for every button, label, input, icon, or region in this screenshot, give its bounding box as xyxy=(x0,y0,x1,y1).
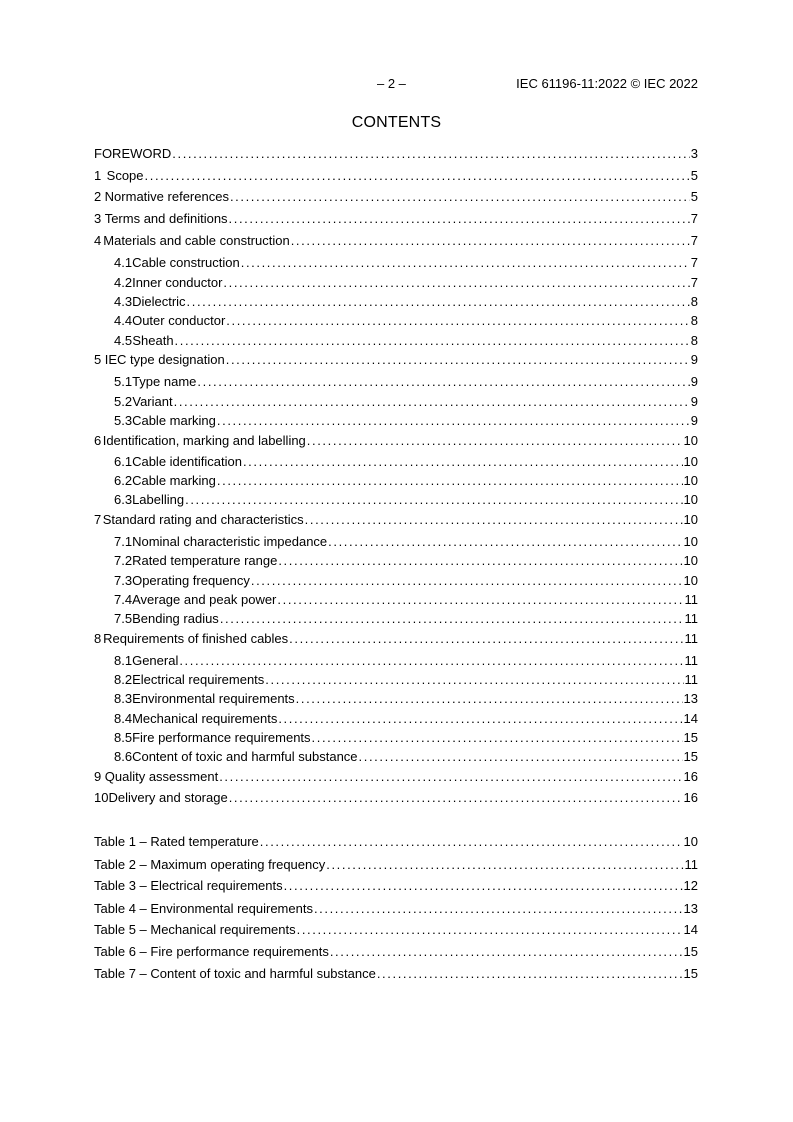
toc-entry-page: 10 xyxy=(683,534,698,549)
toc-entry[interactable] xyxy=(94,145,698,163)
toc-entry-title: Inner conductor xyxy=(132,275,223,290)
toc-entry-page: 15 xyxy=(683,966,698,981)
toc-entry-title: Table 5 – Mechanical requirements xyxy=(94,922,296,937)
toc-entry-title: Cable marking xyxy=(132,473,216,488)
toc-entry-number: 4.2 xyxy=(114,275,133,290)
toc-entry-number: 8.3 xyxy=(114,691,133,706)
toc-entry[interactable] xyxy=(94,188,698,206)
dot-leader xyxy=(312,729,683,747)
toc-entry-number: 4 xyxy=(94,233,102,248)
toc-entry[interactable] xyxy=(114,393,698,411)
dot-leader xyxy=(179,652,683,670)
dot-leader xyxy=(377,965,683,983)
toc-entry-title: Rated temperature range xyxy=(132,553,278,568)
toc-entry[interactable] xyxy=(114,729,698,747)
toc-entry[interactable] xyxy=(114,552,698,570)
toc-entry-number: 5.3 xyxy=(114,413,133,428)
toc-entry-page: 10 xyxy=(683,492,698,507)
page-title: CONTENTS xyxy=(351,114,442,131)
toc-entry-title: Type name xyxy=(132,374,197,389)
toc-entry-title: Labelling xyxy=(132,492,185,507)
toc-entry-number: 7 xyxy=(94,512,102,527)
toc-entry-page: 7 xyxy=(690,233,698,248)
toc-entry-title: Electrical requirements xyxy=(132,672,265,687)
dot-leader xyxy=(284,877,683,895)
toc-entry-page: 14 xyxy=(683,922,698,937)
toc-entry-page: 5 xyxy=(690,189,698,204)
dot-leader xyxy=(197,373,689,391)
toc-entry-page: 7 xyxy=(690,211,698,226)
dot-leader xyxy=(278,552,682,570)
toc-entry-title: Nominal characteristic impedance xyxy=(132,534,328,549)
toc-entry-page: 10 xyxy=(683,834,698,849)
toc-entry-page: 10 xyxy=(683,553,698,568)
toc-entry-title: Table 2 – Maximum operating frequency xyxy=(94,857,326,872)
toc-entry[interactable] xyxy=(94,432,698,450)
dot-leader xyxy=(326,856,683,874)
toc-entry-title: Cable construction xyxy=(132,255,240,270)
dot-leader xyxy=(265,671,683,689)
toc-entry-title: Standard rating and characteristics xyxy=(102,512,304,527)
toc-entry[interactable] xyxy=(114,293,698,311)
toc-entry-title: Sheath xyxy=(132,333,174,348)
dot-leader xyxy=(229,210,690,228)
toc-entry-number: 8 xyxy=(94,631,102,646)
toc-entry[interactable] xyxy=(114,453,698,471)
toc-entry-number: 7.4 xyxy=(114,592,133,607)
toc-entry-page: 5 xyxy=(690,168,698,183)
toc-entry-title: Content of toxic and harmful substance xyxy=(132,749,358,764)
toc-entry[interactable] xyxy=(114,312,698,330)
toc-entry-number: 6.1 xyxy=(114,454,133,469)
toc-entry-title: Scope xyxy=(106,168,144,183)
dot-leader xyxy=(217,412,690,430)
toc-entry[interactable] xyxy=(114,491,698,509)
toc-entry-page: 13 xyxy=(683,901,698,916)
toc-entry-title: Table 6 – Fire performance requirements xyxy=(94,944,329,959)
toc-entry[interactable] xyxy=(114,254,698,272)
dot-leader xyxy=(223,274,689,292)
toc-entry-title: Table 1 – Rated temperature xyxy=(94,834,259,849)
toc-entry-title: Environmental requirements xyxy=(132,691,295,706)
toc-entry-title: Dielectric xyxy=(132,294,186,309)
toc-entry-page: 10 xyxy=(683,512,698,527)
toc-entry-number: 4.5 xyxy=(114,333,133,348)
toc-entry-title: General xyxy=(132,653,179,668)
dot-leader xyxy=(260,833,683,851)
dot-leader xyxy=(289,630,683,648)
toc-entry-number: 8.2 xyxy=(114,672,133,687)
toc-entry-page: 7 xyxy=(690,275,698,290)
toc-entry[interactable] xyxy=(114,591,698,609)
dot-leader xyxy=(230,188,690,206)
toc-entry-title: Table 3 – Electrical requirements xyxy=(94,878,283,893)
toc-entry-number: 8.4 xyxy=(114,711,133,726)
dot-leader xyxy=(229,789,683,807)
dot-leader xyxy=(330,943,683,961)
toc-entry-page: 15 xyxy=(683,944,698,959)
toc-entry-page: 11 xyxy=(684,653,698,668)
toc-entry-title: IEC type designation xyxy=(104,352,225,367)
toc-entry[interactable] xyxy=(94,511,698,529)
dot-leader xyxy=(291,232,690,250)
toc-entry-title: Materials and cable construction xyxy=(103,233,290,248)
toc-entry-page: 8 xyxy=(690,294,698,309)
toc-entry[interactable] xyxy=(114,274,698,292)
toc-entry-title: Fire performance requirements xyxy=(132,730,311,745)
toc-entry-number: 1 xyxy=(94,168,102,183)
toc-entry-number: 4.1 xyxy=(114,255,133,270)
toc-entry-page: 14 xyxy=(683,711,698,726)
toc-entry-title: Normative references xyxy=(104,189,229,204)
toc-entry-page: 8 xyxy=(690,333,698,348)
toc-entry-number: 4.3 xyxy=(114,294,133,309)
toc-entry[interactable] xyxy=(94,768,698,786)
toc-entry-title: FOREWORD xyxy=(94,146,172,161)
toc-table-entry[interactable] xyxy=(94,921,698,939)
dot-leader xyxy=(277,591,683,609)
toc-table-entry[interactable] xyxy=(94,856,698,874)
toc-entry-number: 7.5 xyxy=(114,611,133,626)
toc-entry-page: 12 xyxy=(683,878,698,893)
toc-entry-page: 11 xyxy=(684,672,698,687)
toc-entry-page: 9 xyxy=(690,352,698,367)
toc-entry-page: 9 xyxy=(690,394,698,409)
dot-leader xyxy=(241,254,690,272)
toc-entry-title: Terms and definitions xyxy=(104,211,228,226)
toc-entry-number: 8.6 xyxy=(114,749,133,764)
dot-leader xyxy=(145,167,690,185)
document-id: IEC 61196-11:2022 © IEC 2022 xyxy=(516,76,698,91)
toc-entry-title: Delivery and storage xyxy=(108,790,228,805)
toc-table-entry[interactable] xyxy=(94,877,698,895)
toc-entry-page: 10 xyxy=(683,433,698,448)
toc-entry[interactable] xyxy=(94,789,698,807)
toc-entry-number: 2 xyxy=(94,189,102,204)
toc-entry-number: 8.5 xyxy=(114,730,133,745)
dot-leader xyxy=(174,393,690,411)
toc-entry-number: 6.2 xyxy=(114,473,133,488)
dot-leader xyxy=(172,145,689,163)
toc-entry-page: 8 xyxy=(690,313,698,328)
dot-leader xyxy=(187,293,690,311)
toc-entry-title: Identification, marking and labelling xyxy=(102,433,306,448)
dot-leader xyxy=(314,900,683,918)
toc-table-entry[interactable] xyxy=(94,943,698,961)
dot-leader xyxy=(243,453,683,471)
toc-entry-number: 8.1 xyxy=(114,653,133,668)
toc-entry-number: 10 xyxy=(94,790,109,805)
toc-table-entry[interactable] xyxy=(94,833,698,851)
toc-entry-number: 5.1 xyxy=(114,374,133,389)
dot-leader xyxy=(305,511,683,529)
toc-entry-title: Operating frequency xyxy=(132,573,250,588)
toc-entry-title: Bending radius xyxy=(132,611,219,626)
toc-entry[interactable] xyxy=(94,167,698,185)
toc-entry-title: Variant xyxy=(132,394,173,409)
toc-entry-page: 16 xyxy=(683,769,698,784)
dot-leader xyxy=(226,312,689,330)
toc-entry-title: Cable identification xyxy=(132,454,242,469)
dot-leader xyxy=(219,768,682,786)
dot-leader xyxy=(220,610,684,628)
toc-entry[interactable] xyxy=(94,210,698,228)
dot-leader xyxy=(297,921,683,939)
page-number: – 2 – xyxy=(377,76,406,91)
toc-entry-page: 11 xyxy=(684,631,698,646)
toc-entry-number: 7.1 xyxy=(114,534,133,549)
toc-entry-title: Outer conductor xyxy=(132,313,226,328)
dot-leader xyxy=(226,351,690,369)
toc-entry-page: 10 xyxy=(683,473,698,488)
toc-entry[interactable] xyxy=(114,652,698,670)
toc-entry-page: 10 xyxy=(683,454,698,469)
toc-entry-page: 13 xyxy=(683,691,698,706)
dot-leader xyxy=(217,472,683,490)
toc-entry-number: 4.4 xyxy=(114,313,133,328)
toc-entry-page: 7 xyxy=(690,255,698,270)
toc-entry[interactable] xyxy=(94,351,698,369)
toc-table-entry[interactable] xyxy=(94,900,698,918)
toc-entry[interactable] xyxy=(94,232,698,250)
toc-entry[interactable] xyxy=(94,630,698,648)
dot-leader xyxy=(251,572,683,590)
toc-entry-page: 16 xyxy=(683,790,698,805)
toc-entry-title: Cable marking xyxy=(132,413,216,428)
toc-entry[interactable] xyxy=(114,671,698,689)
toc-entry[interactable] xyxy=(114,572,698,590)
dot-leader xyxy=(175,332,690,350)
toc-entry[interactable] xyxy=(114,332,698,350)
toc-entry-page: 11 xyxy=(684,611,698,626)
toc-entry-title: Average and peak power xyxy=(132,592,277,607)
toc-entry[interactable] xyxy=(114,412,698,430)
toc-entry-page: 3 xyxy=(690,146,698,161)
toc-entry[interactable] xyxy=(114,533,698,551)
dot-leader xyxy=(296,690,683,708)
toc-entry-number: 6 xyxy=(94,433,102,448)
toc-entry[interactable] xyxy=(114,690,698,708)
dot-leader xyxy=(307,432,683,450)
toc-entry[interactable] xyxy=(114,748,698,766)
toc-entry[interactable] xyxy=(114,373,698,391)
dot-leader xyxy=(185,491,682,509)
toc-entry-number: 3 xyxy=(94,211,102,226)
toc-entry-title: Mechanical requirements xyxy=(132,711,278,726)
dot-leader xyxy=(328,533,682,551)
toc-entry-title: Table 4 – Environmental requirements xyxy=(94,901,313,916)
toc-entry-page: 10 xyxy=(683,573,698,588)
toc-entry-page: 9 xyxy=(690,413,698,428)
toc-entry[interactable] xyxy=(114,710,698,728)
toc-entry-page: 11 xyxy=(684,857,698,872)
toc-entry-page: 11 xyxy=(684,592,698,607)
toc-entry-page: 15 xyxy=(683,730,698,745)
toc-entry-number: 5.2 xyxy=(114,394,133,409)
toc-entry-title: Table 7 – Content of toxic and harmful substance xyxy=(94,966,376,981)
toc-entry-number: 7.2 xyxy=(114,553,133,568)
toc-table-entry[interactable] xyxy=(94,965,698,983)
toc-entry-page: 9 xyxy=(690,374,698,389)
dot-leader xyxy=(359,748,683,766)
toc-entry-page: 15 xyxy=(683,749,698,764)
toc-entry-title: Quality assessment xyxy=(104,769,219,784)
toc-entry-number: 9 xyxy=(94,769,102,784)
toc-entry[interactable] xyxy=(114,472,698,490)
toc-entry[interactable] xyxy=(114,610,698,628)
toc-entry-title: Requirements of finished cables xyxy=(103,631,289,646)
toc-entry-number: 5 xyxy=(94,352,102,367)
toc-entry-number: 7.3 xyxy=(114,573,133,588)
dot-leader xyxy=(278,710,682,728)
toc-entry-number: 6.3 xyxy=(114,492,133,507)
